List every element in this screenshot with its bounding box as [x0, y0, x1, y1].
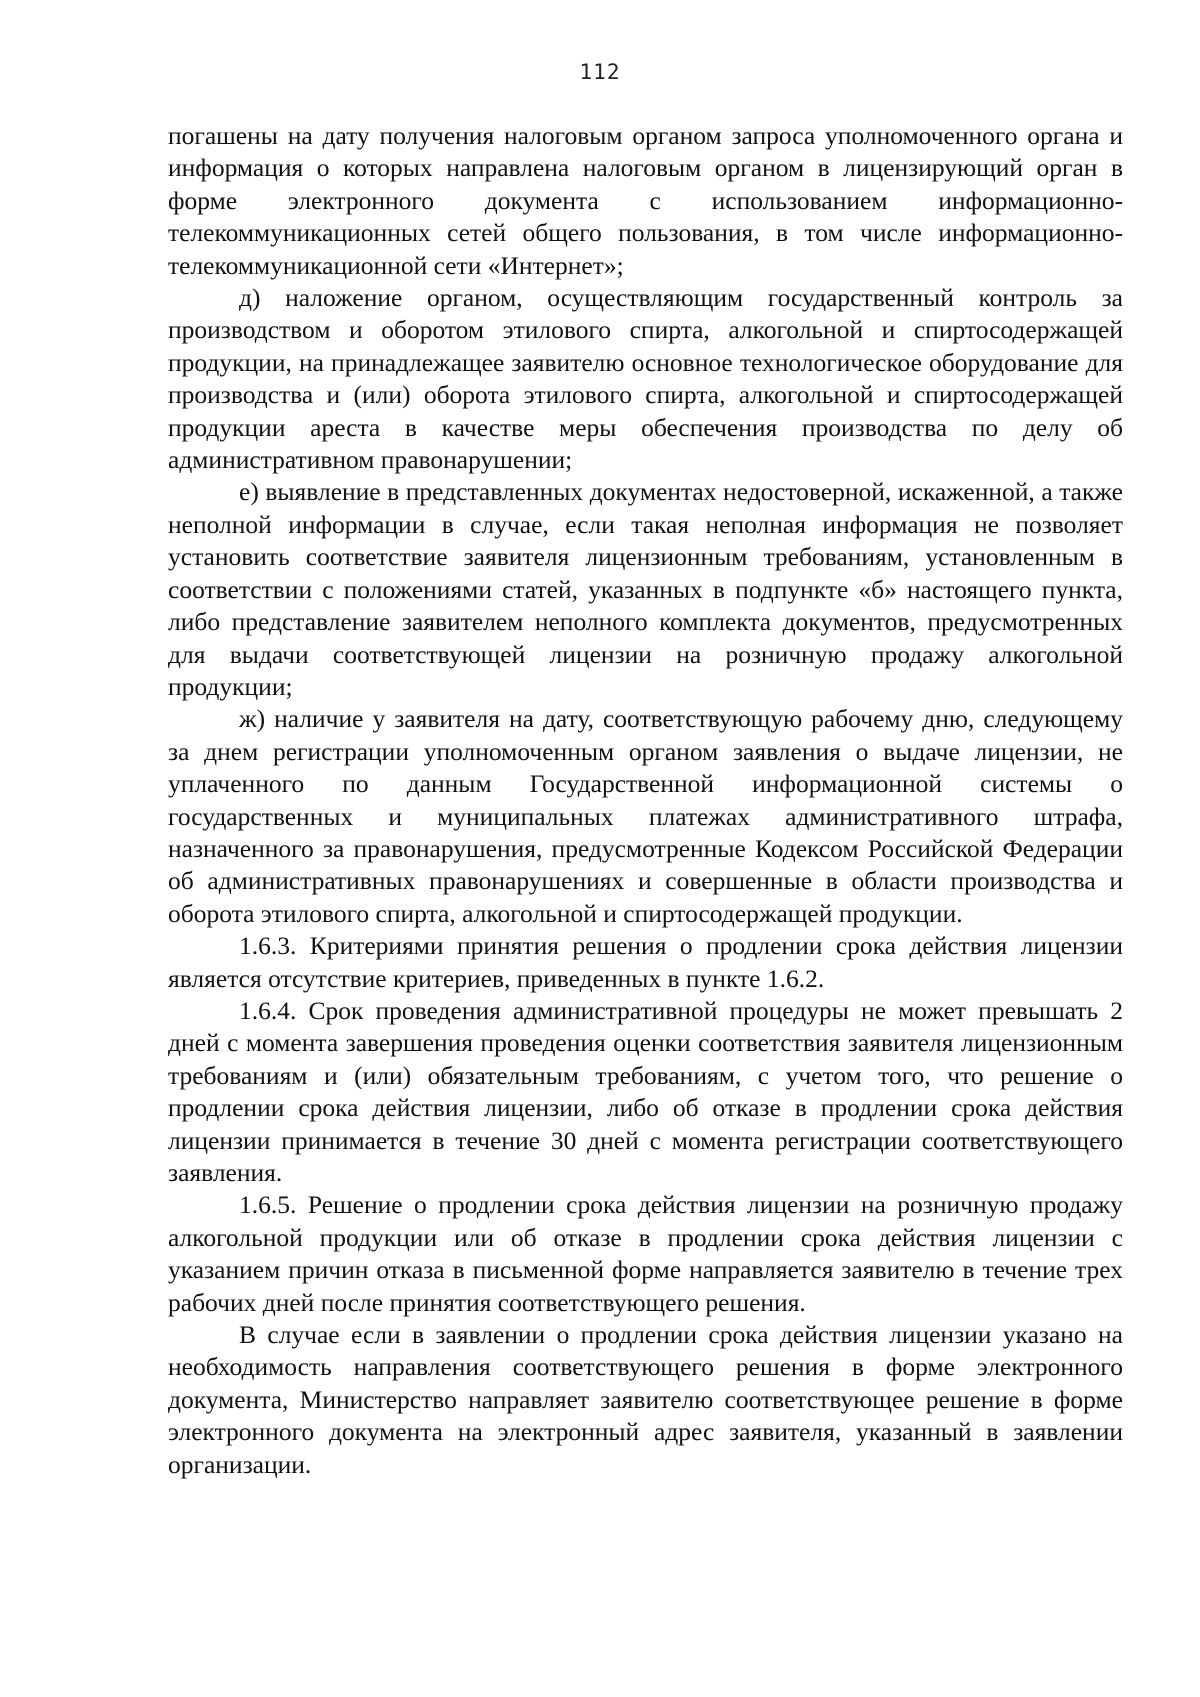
document-body	[168, 120, 1123, 1481]
paragraph-continuation: погашены на дату получения налоговым органом запроса уполномоченного органа и информация о которых направлена налоговым органом в лицензирующий орган в форме электронного документа с использованием информационно-телекоммуникационных сетей общего пользования, в том числе информационно-телекоммуникационной сети «Интернет»;	[168, 121, 1123, 280]
paragraph-1-6-5: 1.6.5. Решение о продлении срока действия лицензии на розничную продажу алкогольной продукции или об отказе в продлении срока действия лицензии с указанием причин отказа в письменной форме направляется заявителю в течение трех рабочих дней после принятия соответствующего решения.	[168, 1190, 1123, 1317]
paragraph-item-d: д) наложение органом, осуществляющим государственный контроль за производством и оборотом этилового спирта, алкогольной и спиртосодержащей продукции, на принадлежащее заявителю основное технологическое оборудование для производства и (или) оборота этилового спирта, алкогольной и спиртосодержащей продукции ареста в качестве меры обеспечения производства по делу об административном правонарушении;	[168, 283, 1123, 475]
page-number: 112	[579, 60, 621, 84]
paragraph-1-6-4: 1.6.4. Срок проведения административной процедуры не может превышать 2 дней с момента завершения проведения оценки соответствия заявителя лицензионным требованиям и (или) обязательным требованиям, с учетом того, что решение о продлении срока действия лицензии, либо об отказе в продлении срока действия лицензии принимается в течение 30 дней с момента регистрации соответствующего заявления.	[168, 995, 1123, 1187]
paragraph-item-zh: ж) наличие у заявителя на дату, соответствующую рабочему дню, следующему за днем регистрации уполномоченным органом заявления о выдаче лицензии, не уплаченного по данным Государственной информационной системы о государственных и муниципальных платежах административного штрафа, назначенного за правонарушения, предусмотренные Кодексом Российской Федерации об административных правонарушениях и совершенные в области производства и оборота этилового спирта, алкогольной и спиртосодержащей продукции.	[168, 704, 1123, 928]
paragraph-electronic-delivery: В случае если в заявлении о продлении срока действия лицензии указано на необходимость направления соответствующего решения в форме электронного документа, Министерство направляет заявителю соответствующее решение в форме электронного документа на электронный адрес заявителя, указанный в заявлении организации.	[168, 1320, 1123, 1479]
paragraph-1-6-3: 1.6.3. Критериями принятия решения о продлении срока действия лицензии является отсутствие критериев, приведенных в пункте 1.6.2.	[168, 931, 1123, 993]
paragraph-item-e: е) выявление в представленных документах недостоверной, искаженной, а также неполной информации в случае, если такая неполная информация не позволяет установить соответствие заявителя лицензионным требованиям, установленным в соответствии с положениями статей, указанных в подпункте «б» настоящего пункта, либо представление заявителем неполного комплекта документов, предусмотренных для выдачи соответствующей лицензии на розничную продажу алкогольной продукции;	[168, 477, 1123, 701]
